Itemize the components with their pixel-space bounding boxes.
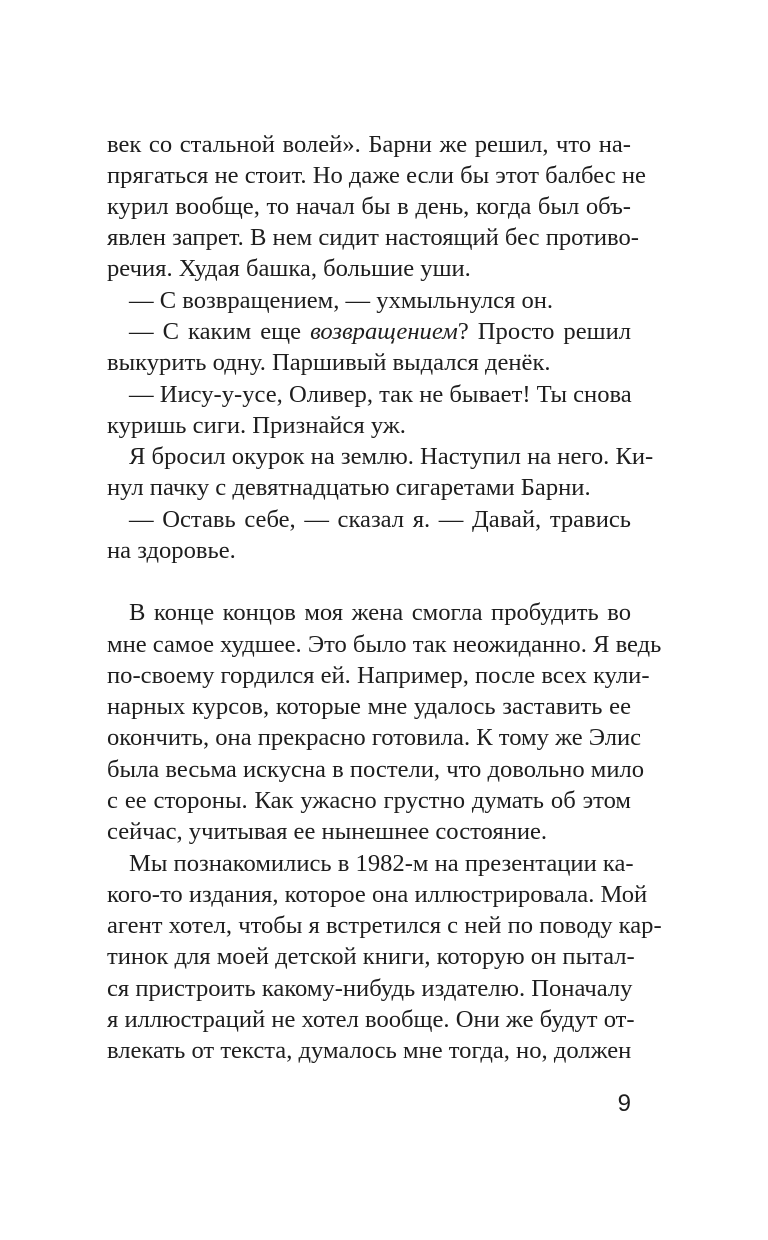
text-line: я иллюстраций не хотел вообще. Они же будут от- bbox=[107, 1006, 635, 1033]
text-line: окончить, она прекрасно готовила. К тому же Элис bbox=[107, 724, 642, 751]
text-line: нарных курсов, которые мне удалось заставить ее bbox=[107, 693, 631, 720]
text-line: агент хотел, чтобы я встретился с ней по поводу кар- bbox=[107, 912, 662, 939]
text-line: — Оставь себе, — сказал я. — Давай, травись bbox=[129, 506, 631, 533]
text-line: выкурить одну. Паршивый выдался денёк. bbox=[107, 349, 551, 376]
text-line: тинок для моей детской книги, которую он пытал- bbox=[107, 943, 635, 970]
text-line: Я бросил окурок на землю. Наступил на него. Ки- bbox=[129, 443, 654, 470]
text-line: В конце концов моя жена смогла пробудить во bbox=[129, 599, 631, 626]
text-line: курил вообще, то начал бы в день, когда был объ- bbox=[107, 193, 631, 220]
text-line: — С возвращением, — ухмыльнулся он. bbox=[129, 287, 554, 314]
text-line: влекать от текста, думалось мне тогда, но, должен bbox=[107, 1037, 632, 1064]
text-line: была весьма искусна в постели, что довольно мило bbox=[107, 756, 645, 783]
text-line: явлен запрет. В нем сидит настоящий бес противо- bbox=[107, 224, 639, 251]
text-line: Мы познакомились в 1982-м на презентации ка- bbox=[129, 850, 634, 877]
page-number: 9 bbox=[617, 1090, 631, 1117]
text-line: по-своему гордился ей. Например, после всех кули- bbox=[107, 662, 650, 689]
text-line: куришь сиги. Признайся уж. bbox=[107, 412, 406, 439]
text-line: на здоровье. bbox=[107, 537, 236, 564]
text-line: с ее стороны. Как ужасно грустно думать об этом bbox=[107, 787, 631, 814]
text-line: ся пристроить какому-нибудь издателю. Поначалу bbox=[107, 975, 633, 1002]
text-segment: — С каким еще bbox=[129, 318, 311, 345]
italic-text-segment: возвращением bbox=[310, 318, 458, 345]
text-line: век со стальной волей». Барни же решил, что на- bbox=[107, 131, 631, 158]
text-line: кого-то издания, которое она иллюстрировала. Мой bbox=[107, 881, 648, 908]
text-line: нул пачку с девятнадцатью сигаретами Барни. bbox=[107, 474, 591, 501]
text-segment: ? Просто решил bbox=[457, 318, 632, 345]
text-line: сейчас, учитывая ее нынешнее состояние. bbox=[107, 818, 548, 845]
text-line: — Иису-у-усе, Оливер, так не бывает! Ты снова bbox=[129, 381, 632, 408]
text-line: прягаться не стоит. Но даже если бы этот балбес не bbox=[107, 162, 646, 189]
text-line: мне самое худшее. Это было так неожиданно. Я ведь bbox=[107, 631, 662, 658]
text-line: речия. Худая башка, большие уши. bbox=[107, 255, 471, 282]
